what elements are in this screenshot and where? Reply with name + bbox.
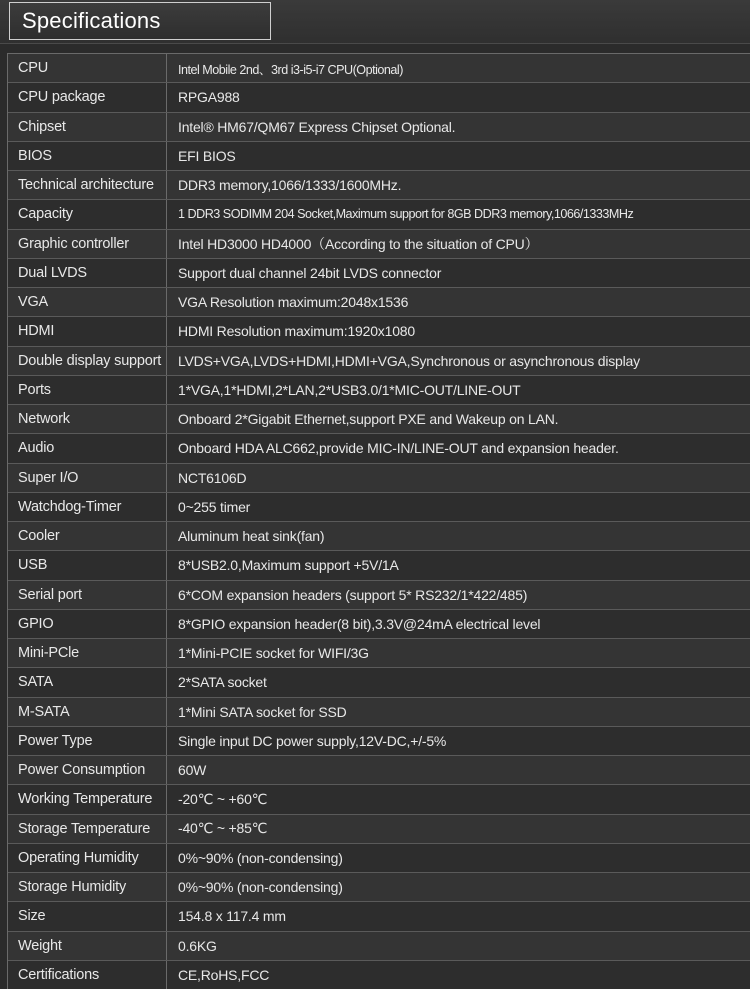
spec-label: Working Temperature (8, 785, 167, 813)
spec-label: VGA (8, 288, 167, 316)
spec-value: Intel® HM67/QM67 Express Chipset Optional. (167, 113, 750, 141)
table-row (8, 142, 750, 171)
table-row (8, 961, 750, 989)
spec-label: Chipset (8, 113, 167, 141)
spec-label: Operating Humidity (8, 844, 167, 872)
spec-value: Aluminum heat sink(fan) (167, 522, 750, 550)
table-row (8, 259, 750, 288)
table-row (8, 727, 750, 756)
spec-value: Support dual channel 24bit LVDS connector (167, 259, 750, 287)
spec-value: Onboard HDA ALC662,provide MIC-IN/LINE-OUT and expansion header. (167, 434, 750, 462)
spec-value: -40℃ ~ +85℃ (167, 815, 750, 843)
spec-label: Power Type (8, 727, 167, 755)
spec-value: RPGA988 (167, 83, 750, 111)
table-row (8, 639, 750, 668)
table-row (8, 844, 750, 873)
spec-value: LVDS+VGA,LVDS+HDMI,HDMI+VGA,Synchronous or asynchronous display (167, 347, 750, 375)
page-title: Specifications (22, 8, 161, 33)
spec-label: CPU (8, 54, 167, 82)
spec-label: Watchdog-Timer (8, 493, 167, 521)
specifications-table (7, 53, 750, 989)
spec-label: Cooler (8, 522, 167, 550)
table-row (8, 522, 750, 551)
table-row (8, 317, 750, 346)
spec-value: 60W (167, 756, 750, 784)
spec-value: 0.6KG (167, 932, 750, 960)
spec-value: Onboard 2*Gigabit Ethernet,support PXE and Wakeup on LAN. (167, 405, 750, 433)
spec-value: 6*COM expansion headers (support 5* RS232/1*422/485) (167, 581, 750, 609)
header-divider (0, 43, 750, 44)
spec-value: DDR3 memory,1066/1333/1600MHz. (167, 171, 750, 199)
spec-label: Storage Temperature (8, 815, 167, 843)
spec-value: 1 DDR3 SODIMM 204 Socket,Maximum support for 8GB DDR3 memory,1066/1333MHz (167, 200, 750, 228)
table-row (8, 551, 750, 580)
spec-value: HDMI Resolution maximum:1920x1080 (167, 317, 750, 345)
table-row (8, 493, 750, 522)
spec-label: Technical architecture (8, 171, 167, 199)
spec-value: EFI BIOS (167, 142, 750, 170)
spec-label: Network (8, 405, 167, 433)
spec-label: Dual LVDS (8, 259, 167, 287)
table-row (8, 434, 750, 463)
spec-label: Ports (8, 376, 167, 404)
table-row (8, 668, 750, 697)
spec-value: 0~255 timer (167, 493, 750, 521)
spec-label: Certifications (8, 961, 167, 989)
table-row (8, 610, 750, 639)
spec-value: 1*Mini-PCIE socket for WIFI/3G (167, 639, 750, 667)
spec-label: GPIO (8, 610, 167, 638)
spec-value: 0%~90% (non-condensing) (167, 873, 750, 901)
spec-value: Intel Mobile 2nd、3rd i3-i5-i7 CPU(Optional) (167, 54, 750, 82)
table-row (8, 902, 750, 931)
table-row (8, 83, 750, 112)
spec-label: Audio (8, 434, 167, 462)
spec-label: BIOS (8, 142, 167, 170)
table-row (8, 200, 750, 229)
table-row (8, 113, 750, 142)
spec-label: Super I/O (8, 464, 167, 492)
spec-label: USB (8, 551, 167, 579)
spec-value: 8*USB2.0,Maximum support +5V/1A (167, 551, 750, 579)
spec-value: VGA Resolution maximum:2048x1536 (167, 288, 750, 316)
spec-value: 154.8 x 117.4 mm (167, 902, 750, 930)
table-row (8, 815, 750, 844)
spec-label: Double display support (8, 347, 167, 375)
spec-value: 1*Mini SATA socket for SSD (167, 698, 750, 726)
table-row (8, 405, 750, 434)
table-row (8, 873, 750, 902)
spec-value: 0%~90% (non-condensing) (167, 844, 750, 872)
table-row (8, 347, 750, 376)
table-row (8, 785, 750, 814)
spec-label: Graphic controller (8, 230, 167, 258)
table-row (8, 698, 750, 727)
spec-label: Storage Humidity (8, 873, 167, 901)
table-row (8, 932, 750, 961)
spec-label: Power Consumption (8, 756, 167, 784)
spec-value: -20℃ ~ +60℃ (167, 785, 750, 813)
table-row (8, 756, 750, 785)
spec-label: Size (8, 902, 167, 930)
spec-value: 2*SATA socket (167, 668, 750, 696)
title-box (9, 2, 271, 40)
spec-value: CE,RoHS,FCC (167, 961, 750, 989)
spec-label: Mini-PCle (8, 639, 167, 667)
table-row (8, 288, 750, 317)
spec-label: SATA (8, 668, 167, 696)
spec-label: Capacity (8, 200, 167, 228)
spec-value: Single input DC power supply,12V-DC,+/-5% (167, 727, 750, 755)
header-bar (0, 0, 750, 44)
spec-label: Weight (8, 932, 167, 960)
spec-label: Serial port (8, 581, 167, 609)
spec-label: CPU package (8, 83, 167, 111)
table-row (8, 230, 750, 259)
table-row (8, 376, 750, 405)
spec-label: HDMI (8, 317, 167, 345)
spec-value: 8*GPIO expansion header(8 bit),3.3V@24mA electrical level (167, 610, 750, 638)
table-row (8, 464, 750, 493)
table-row (8, 171, 750, 200)
table-row (8, 54, 750, 83)
spec-value: 1*VGA,1*HDMI,2*LAN,2*USB3.0/1*MIC-OUT/LINE-OUT (167, 376, 750, 404)
spec-value: NCT6106D (167, 464, 750, 492)
spec-label: M-SATA (8, 698, 167, 726)
spec-value: Intel HD3000 HD4000（According to the situation of CPU） (167, 230, 750, 258)
table-row (8, 581, 750, 610)
